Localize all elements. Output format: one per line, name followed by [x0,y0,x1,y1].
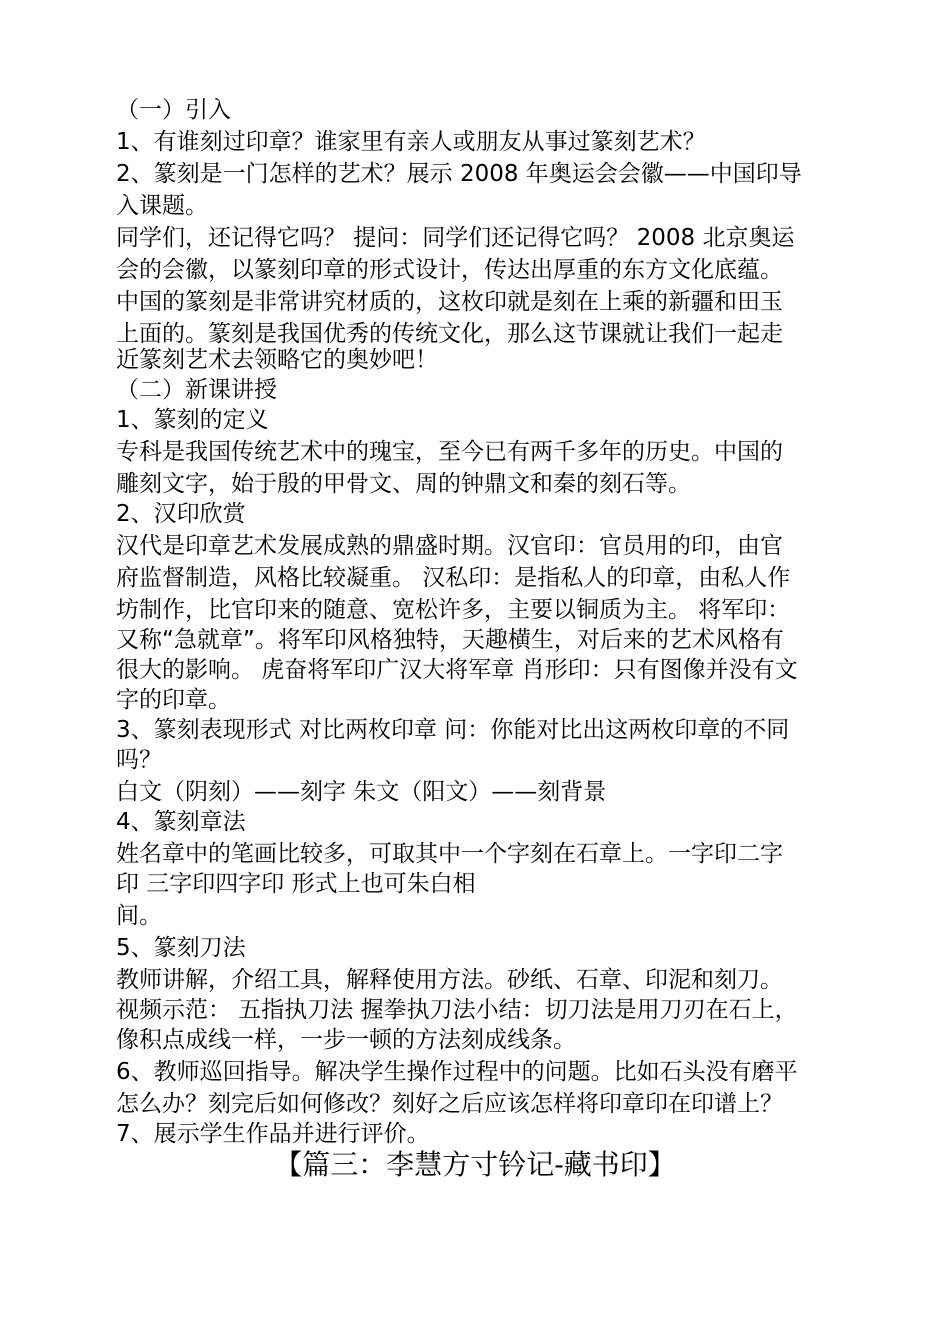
line-20: 3、篆刻表现形式 对比两枚印章 问：你能对比出这两枚印章的不同 [116,717,790,743]
line-31: 6、教师巡回指导。解决学生操作过程中的问题。比如石头没有磨平 [116,1059,798,1085]
line-14: 汉代是印章艺术发展成熟的鼎盛时期。汉官印：官员用的印，由官 [116,533,783,559]
line-23: 4、篆刻章法 [116,809,246,835]
line-25: 印 三字印四字印 形式上也可朱白相 [116,871,476,897]
line-22: 白文（阴刻）——刻字 朱文（阳文）——刻背景 [116,779,607,805]
line-1: 1、有谁刻过印章？谁家里有亲人或朋友从事过篆刻艺术？ [116,129,706,155]
line-21: 吗？ [116,747,162,773]
line-27: 5、篆刻刀法 [116,935,246,961]
line-4: 同学们，还记得它吗？ 提问：同学们还记得它吗？ 2008 北京奥运 [116,225,795,251]
line-18: 很大的影响。 虎奋将军印广汉大将军章 肖形印：只有图像并没有文 [116,657,798,683]
line-26: 间。 [116,903,162,929]
line-3: 入课题。 [116,193,208,219]
line-29: 视频示范： 五指执刀法 握拳执刀法小结：切刀法是用刀刃在石上， [116,997,798,1023]
line-12: 雕刻文字，始于殷的甲骨文、周的钟鼎文和秦的刻石等。 [116,471,691,497]
line-10: 1、篆刻的定义 [116,407,269,433]
line-9: （二）新课讲授 [116,377,277,403]
line-5: 会的会徽，以篆刻印章的形式设计，传达出厚重的东方文化底蕴。 [116,257,783,283]
line-6: 中国的篆刻是非常讲究材质的，这枚印就是刻在上乘的新疆和田玉 [116,289,783,315]
line-7: 上面的。篆刻是我国优秀的传统文化，那么这节课就让我们一起走 [116,321,783,347]
line-2: 2、篆刻是一门怎样的艺术？展示 2008 年奥运会会徽——中国印导 [116,161,802,187]
line-30: 像积点成线一样，一步一顿的方法刻成线条。 [116,1027,576,1053]
line-32: 怎么办？刻完后如何修改？刻好之后应该怎样将印章印在印谱上？ [116,1091,783,1117]
line-33: 7、展示学生作品并进行评价。 [116,1121,430,1147]
line-11: 专科是我国传统艺术中的瑰宝，至今已有两千多年的历史。中国的 [116,439,783,465]
section-title: 【篇三：李慧方寸钤记-藏书印】 [274,1148,676,1181]
line-17: 又称“急就章”。将军印风格独特，天趣横生，对后来的艺术风格有 [116,627,784,653]
line-16: 坊制作，比官印来的随意、宽松许多，主要以铜质为主。 将军印： [116,597,791,623]
line-15: 府监督制造，风格比较凝重。 汉私印：是指私人的印章，由私人作 [116,565,791,591]
line-0: （一）引入 [116,97,231,123]
line-28: 教师讲解，介绍工具，解释使用方法。砂纸、石章、印泥和刻刀。 [116,967,783,993]
line-24: 姓名章中的笔画比较多，可取其中一个字刻在石章上。一字印二字 [116,841,783,867]
line-19: 字的印章。 [116,687,231,713]
line-13: 2、汉印欣赏 [116,501,246,527]
line-8: 近篆刻艺术去领略它的奥妙吧！ [116,347,438,373]
